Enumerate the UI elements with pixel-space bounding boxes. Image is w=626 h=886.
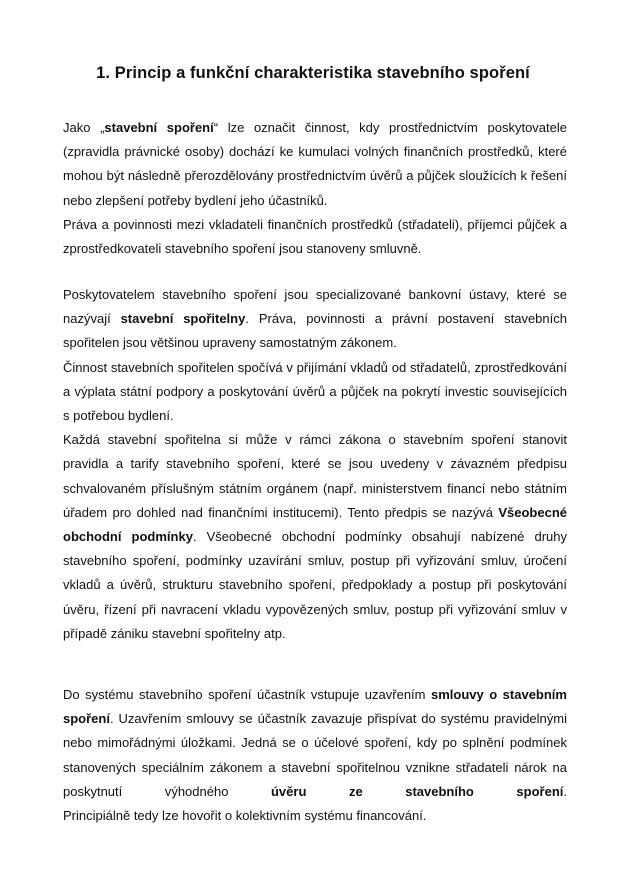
text: Jako „ bbox=[63, 120, 105, 135]
section-providers bbox=[63, 283, 567, 646]
text: Poskytovatelem stavebního spoření jsou specializované bankovní ústavy, které se nazývají bbox=[63, 287, 567, 327]
text: Do systému stavebního spoření účastník vstupuje uzavřením bbox=[63, 687, 431, 702]
text: Každá stavební spořitelna si může v rámci zákona o stavebním spoření stanovit pravidla a tarify stavebního spoření, které se jsou uvedeny v závazném předpisu schvalovaném příslušným státním orgánem (např. ministerstvem financí nebo státním úřadem pro dohled nad finančními institucemi). Tento předpis se nazývá bbox=[63, 432, 567, 520]
bold-term: stavební spořitelny bbox=[120, 311, 246, 327]
text: . bbox=[563, 783, 567, 799]
paragraph bbox=[63, 428, 567, 646]
paragraph: Práva a povinnosti mezi vkladateli finančních prostředků (střadateli), příjemci půjček a zprostředkovateli stavebního spoření jsou stanoveny smluvně. bbox=[63, 216, 567, 257]
paragraph bbox=[63, 683, 567, 804]
bold-term: Všeobecné obchodní podmínky bbox=[63, 504, 567, 545]
text: . Práva, povinnosti a právní postavení stavebních spořitelen jsou většinou upraveny samostatným zákonem. bbox=[63, 311, 567, 351]
text: . Uzavřením smlouvy se účastník zavazuje přispívat do systému pravidelnými nebo mimořádnými úložkami. Jedná se o účelové spoření, kdy po splnění podmínek stanovených speciálním zákonem a stavební spořitelnou vznikne střadateli nárok na poskytnutí výhodného bbox=[63, 711, 567, 799]
bold-term: stavební spoření bbox=[104, 120, 214, 135]
section-definition bbox=[63, 116, 567, 261]
text: . Všeobecné obchodní podmínky obsahují nabízené druhy stavebního spoření, podmínky uzavírání smluv, postup při vyřizování smluv, úročení vkladů a úvěrů, strukturu stavebního spoření, předpoklady a postup při poskytování úvěru, řízení při navracení vkladu vypovězených smluv, postup při vyřizování smluv v případě zániku stavební spořitelny atp. bbox=[63, 529, 567, 641]
paragraph: Činnost stavebních spořitelen spočívá v přijímání vkladů od střadatelů, zprostředkování a výplata státní podpory a poskytování úvěrů a půjček na pokrytí investic souvisejících s potřebou bydlení. bbox=[63, 359, 567, 424]
paragraph: Principiálně tedy lze hovořit o kolektivním systému financování. bbox=[63, 808, 427, 824]
text: “ lze označit činnost, kdy prostřednictvím poskytovatele (zpravidla právnické osoby) dochází ke kumulaci volných finančních prostředků, které mohou být následně přerozdělovány prostřednictvím úvěrů a půjček sloužících k řešení nebo zlepšení potřeby bydlení jeho účastníků. bbox=[63, 120, 568, 208]
page-title: 1. Princip a funkční charakteristika stavebního spoření bbox=[96, 64, 530, 82]
paragraph bbox=[63, 116, 567, 213]
bold-term: smlouvy o stavebním spoření bbox=[63, 687, 567, 727]
section-contract bbox=[63, 683, 567, 828]
paragraph bbox=[63, 283, 567, 356]
bold-term: úvěru ze stavebního spoření bbox=[270, 783, 564, 799]
